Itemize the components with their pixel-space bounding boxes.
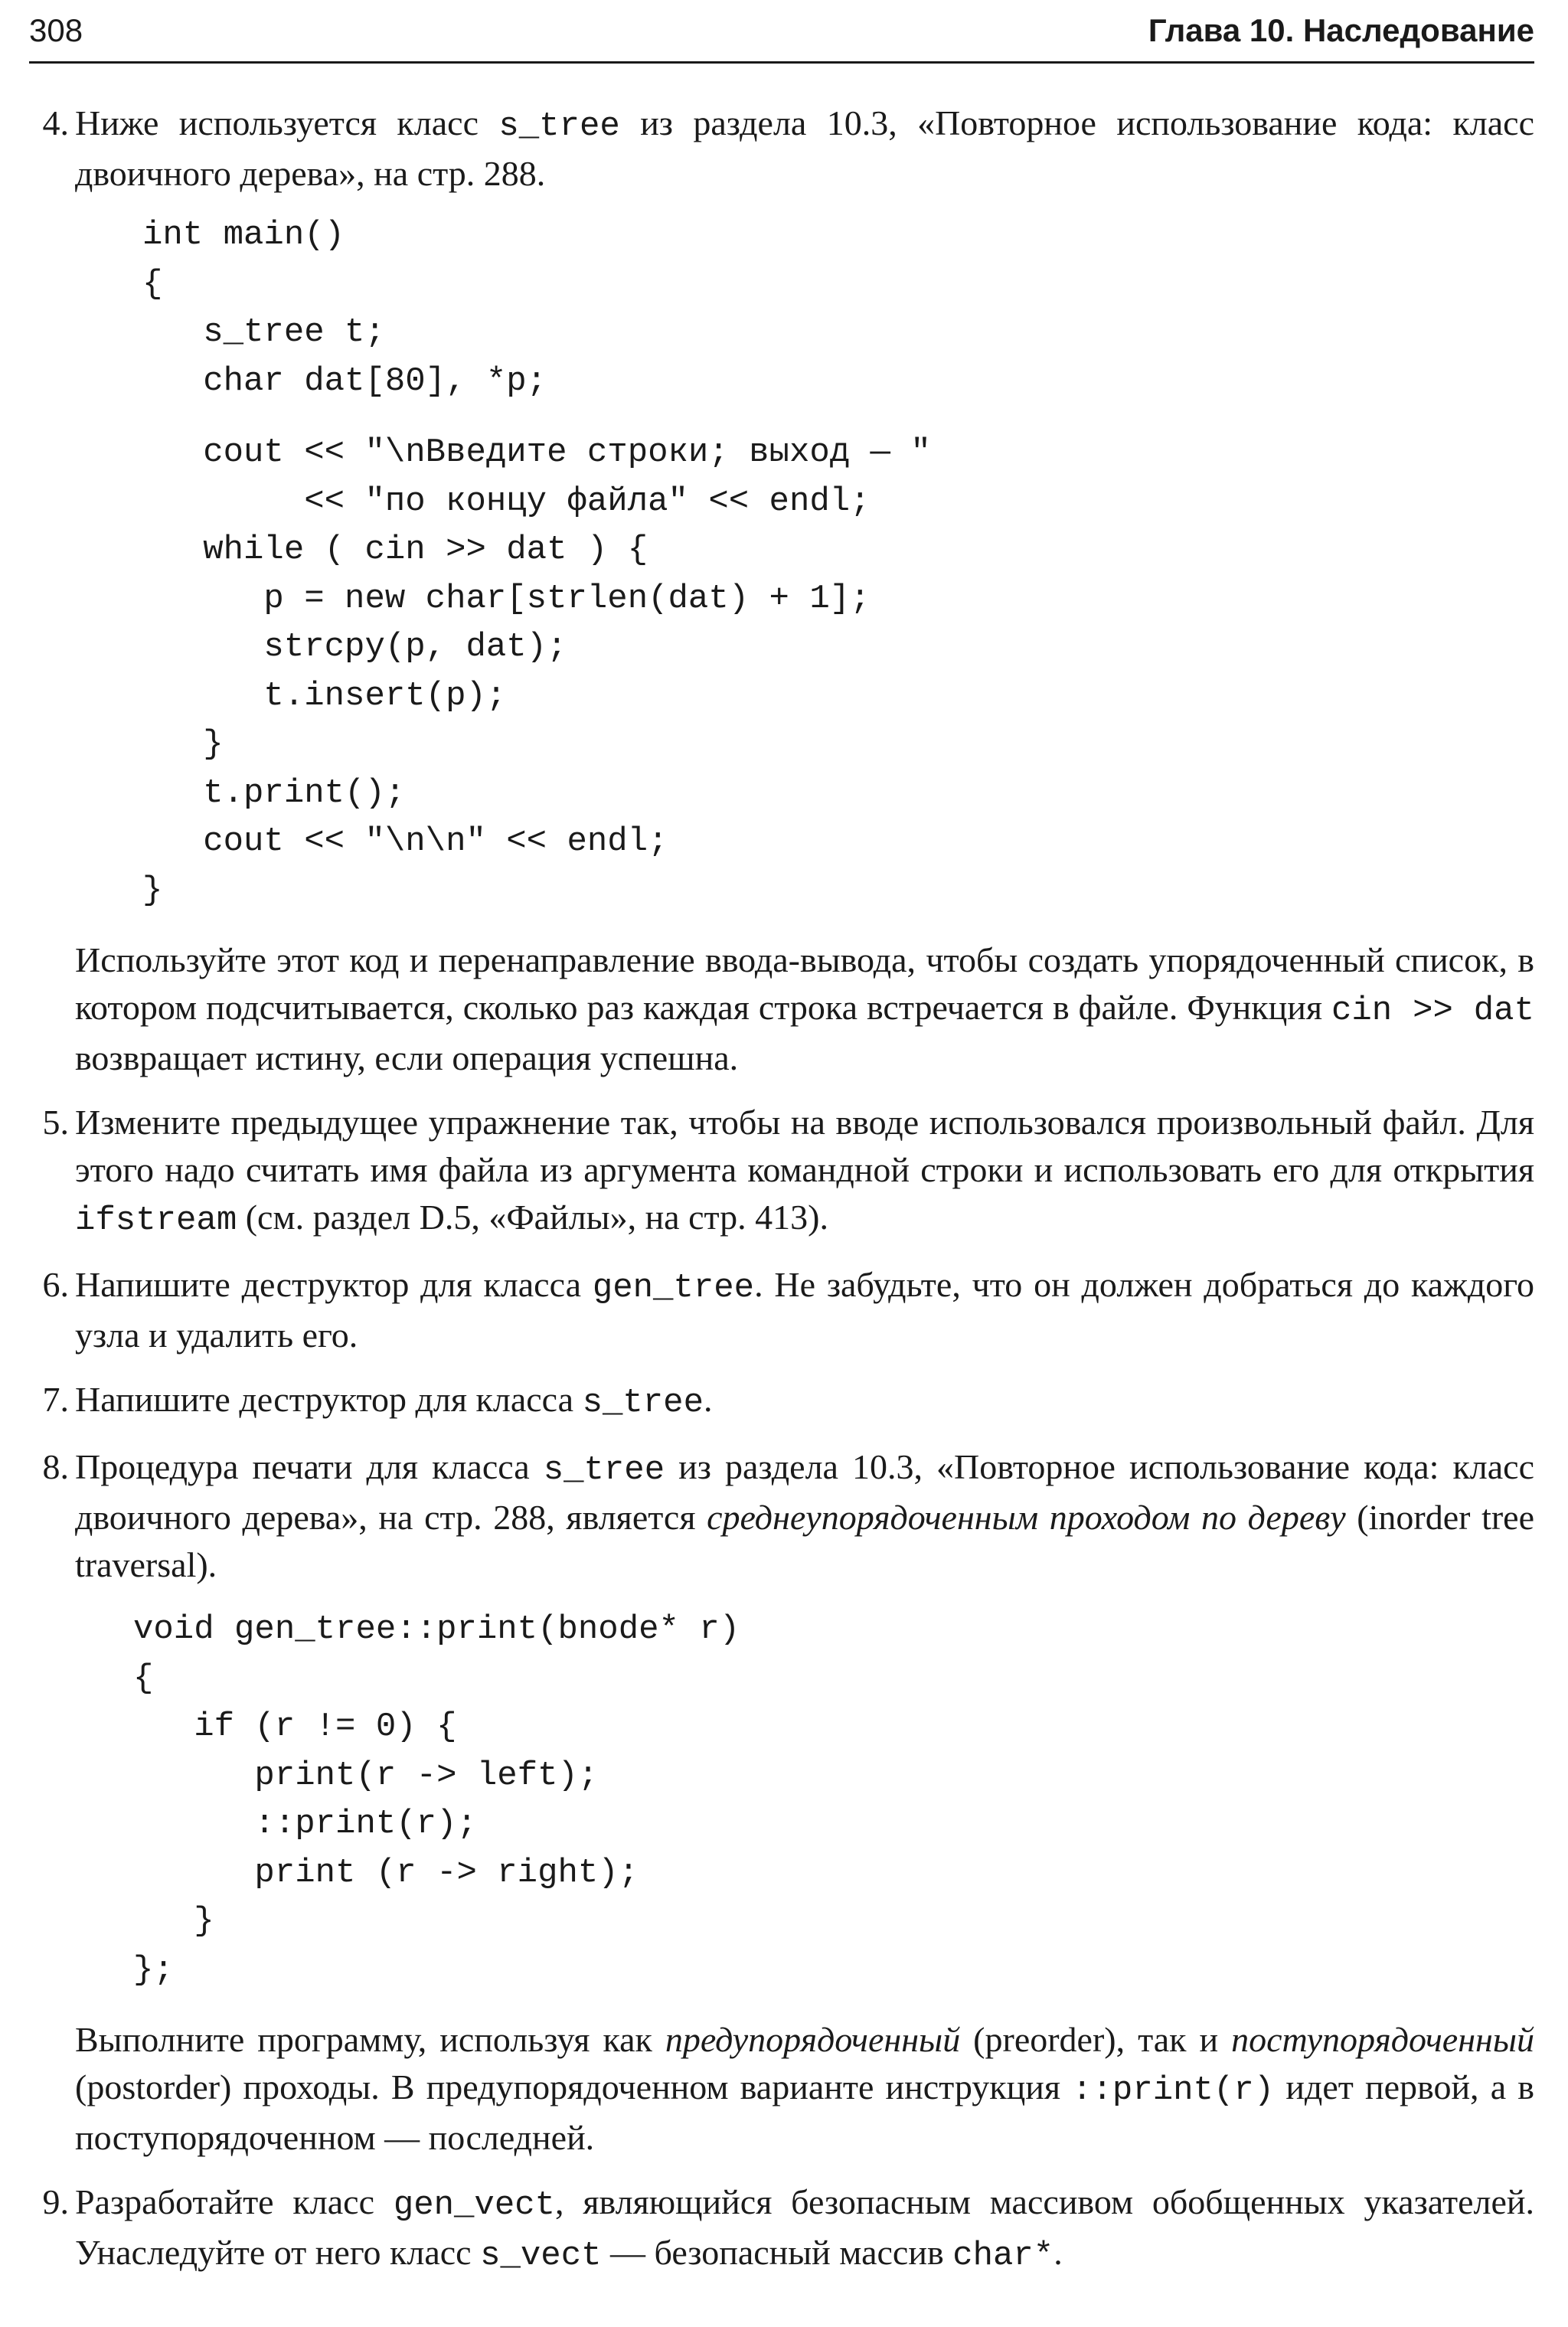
code-line: int main()	[142, 216, 345, 254]
code-line: t.print();	[142, 773, 406, 812]
code-line: print (r -> right);	[133, 1853, 639, 1892]
code-line: void gen_tree::print(bnode* r)	[133, 1610, 740, 1649]
chapter-title: Глава 10. Наследование	[1148, 12, 1534, 48]
exercise-8-explanation: Выполните программу, используя как предупорядоченный (preorder), так и поступорядоченный (postorder) проходы. В предупорядоченном варианте инструкция ::print(r) идет первой, а в поступорядоченном — последней.	[75, 2020, 1534, 2157]
code-line: print(r -> left);	[133, 1756, 599, 1795]
code-line: }	[142, 871, 163, 910]
code-line: };	[133, 1950, 174, 1989]
code-line: s_tree t;	[142, 313, 385, 351]
exercise-number: 8.	[42, 1447, 69, 1486]
code-line: {	[133, 1659, 154, 1698]
exercise-number: 6.	[42, 1265, 69, 1304]
code-line: << "по концу файла" << endl;	[142, 482, 871, 521]
code-listing-print	[133, 1606, 1534, 1995]
code-block-loop	[142, 429, 1534, 915]
exercise-8	[29, 1443, 1534, 2162]
code-line: }	[133, 1902, 214, 1940]
code-line: t.insert(p);	[142, 676, 507, 715]
exercise-number: 4.	[42, 103, 69, 142]
code-block-declarations	[142, 211, 1534, 406]
exercise-5-text: Измените предыдущее упражнение так, чтобы на вводе использовался произвольный файл. Для этого надо считать имя файла из аргумента командной строки и использовать его для открытия ifstream (см. раздел D.5, «Файлы», на стр. 413).	[75, 1103, 1534, 1240]
code-line: cout << "\n\n" << endl;	[142, 822, 668, 861]
code-line: }	[142, 725, 224, 763]
exercise-number: 9.	[42, 2182, 69, 2221]
code-line: char dat[80], *p;	[142, 361, 547, 400]
code-line: if (r != 0) {	[133, 1708, 457, 1746]
exercise-6	[29, 1261, 1534, 1359]
exercise-4-explanation: Используйте этот код и перенаправление ввода-вывода, чтобы создать упорядоченный список, в котором подсчитывается, сколько раз каждая строка встречается в файле. Функция cin >> dat возвращает истину, если операция успешна.	[75, 940, 1534, 1077]
code-line: p = new char[strlen(dat) + 1];	[142, 579, 871, 618]
exercise-9-text: Разработайте класс gen_vect, являющийся безопасным массивом обобщенных указателей. Унаследуйте от него класс s_vect — безопасный массив char*.	[75, 2182, 1534, 2275]
exercise-4	[29, 100, 1534, 1082]
code-line: {	[142, 264, 163, 303]
exercise-4-intro: Ниже используется класс s_tree из раздела 10.3, «Повторное использование кода: класс двоичного дерева», на стр. 288.	[75, 103, 1535, 193]
page-number: 308	[29, 12, 83, 48]
exercise-7	[29, 1376, 1534, 1427]
code-line: ::print(r);	[133, 1805, 477, 1843]
code-line: cout << "\nВведите строки; выход — "	[142, 433, 931, 472]
exercise-9	[29, 2178, 1534, 2280]
code-line: strcpy(p, dat);	[142, 628, 567, 666]
exercise-number: 7.	[42, 1380, 69, 1419]
exercise-8-text: Процедура печати для класса s_tree из раздела 10.3, «Повторное использование кода: класс двоичного дерева», на стр. 288, является среднеупорядоченным проходом по дереву (inorder tree traversal).	[75, 1447, 1534, 1584]
code-line: while ( cin >> dat ) {	[142, 531, 648, 569]
exercise-5	[29, 1099, 1534, 1244]
code-listing-main	[142, 211, 1534, 915]
running-header	[29, 8, 1534, 64]
exercise-7-text: Напишите деструктор для класса s_tree.	[75, 1380, 713, 1422]
exercise-6-text: Напишите деструктор для класса gen_tree. Не забудьте, что он должен добраться до каждого узла и удалить его.	[75, 1265, 1534, 1355]
exercise-number: 5.	[42, 1103, 69, 1142]
exercises-body	[29, 100, 1534, 2280]
